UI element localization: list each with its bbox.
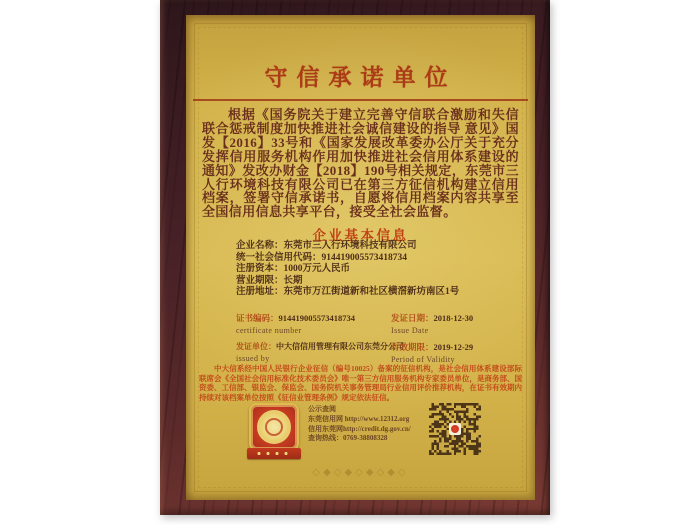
field-value: 中大信信用管理有限公司东莞分公司	[276, 342, 404, 351]
info-label: 注册资本：	[236, 264, 284, 274]
field-issue-date	[391, 312, 473, 335]
info-value: 东莞市万江街道新和社区横滘新坊南区1号	[283, 287, 460, 297]
field-value: 2019-12-29	[433, 342, 474, 352]
lookup-title: 公示查阅	[308, 405, 336, 413]
qr-center-logo-icon	[449, 423, 461, 435]
contact-line-hotline: 查询热线：0769-38808328	[308, 434, 388, 443]
contact-line-dongguan-credit: 东莞信用网 http://www.12312.org	[308, 415, 410, 424]
certificate-title: 守信承诺单位	[264, 65, 457, 90]
info-label: 注册地址：	[236, 287, 284, 297]
info-value: 1000万元人民币	[283, 264, 351, 274]
footer-contact-block	[308, 405, 438, 444]
field-label: 发证单位：	[236, 342, 276, 351]
info-label: 统一社会信用代码：	[236, 252, 322, 263]
accreditation-fine-print: 中大信系经中国人民银行企业征信（编号10025）备案的征信机构，是社会信用体系建设部际联席会《全国社会信用标准化技术委员会》唯一第三方信用服务机构专家委员单位，是商务部、国资委、工信部、银监会、保监会、国务院机关事务管理局行业信用评价推荐机构，在证书有效期内持续对该档案单位按照《征信业管理条例》规定依法征信。	[199, 364, 522, 403]
qr-code-icon	[429, 403, 481, 455]
info-label: 企业名称：	[236, 241, 284, 251]
badge-ribbon-icon	[247, 448, 301, 459]
field-validity	[391, 341, 473, 364]
field-issuer	[236, 341, 404, 363]
info-value: 长期	[283, 275, 303, 286]
certificate-paper	[186, 15, 535, 500]
field-label: 证书编码：	[236, 313, 279, 323]
certificate-body-text: 根据《国务院关于建立完善守信联合激励和失信联合惩戒制度加快推进社会诚信建设的指导 意见》国发【2016】33号和《国家发展改革委办公厅关于充分发挥信用服务机构作用加快推进社会信用体系建设的通知》发改办财金【2018】190号相关规定，东莞市三人行环境科技有限公司已在第三方征信机构建立信用档案，签署守信承诺书，自愿将信用档案内容共享至全国信用信息共享平台，接受全社会监督。	[202, 107, 519, 220]
decorative-diamond-band: ◇◆◇◆◇◆◇◆◇	[312, 467, 409, 478]
section-title-basic-info: 企业基本信息	[312, 228, 409, 243]
credit-seal-badge	[247, 403, 301, 463]
field-label: 有效期限：	[391, 342, 434, 352]
info-value: 东莞市三人行环境科技有限公司	[283, 241, 417, 251]
field-certificate-number	[236, 312, 355, 335]
wooden-photo-frame	[160, 0, 550, 515]
field-sublabel: issued by	[236, 354, 270, 363]
contact-line-credit-dg: 信用东莞网http://credit.dg.gov.cn/	[308, 424, 411, 433]
badge-emblem-icon	[257, 410, 291, 444]
field-value: 914419005573418734	[278, 313, 356, 323]
field-sublabel: Period of Validity	[391, 355, 455, 364]
badge-stamp-icon	[249, 403, 299, 451]
field-value: 2018-12-30	[433, 313, 474, 323]
info-label: 营业期限：	[236, 275, 284, 286]
field-label: 发证日期：	[391, 313, 434, 323]
field-sublabel: Issue Date	[391, 326, 429, 335]
field-sublabel: certificate number	[236, 326, 302, 335]
info-value: 914419005573418734	[321, 252, 408, 263]
